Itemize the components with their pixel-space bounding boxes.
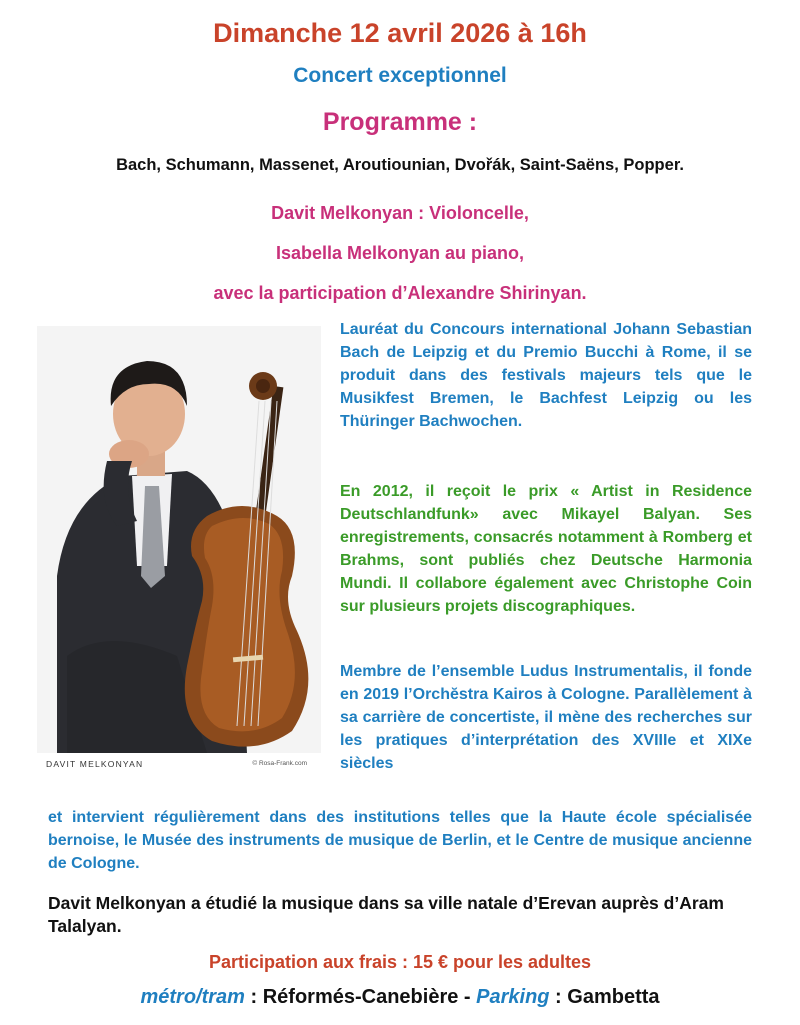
studies-paragraph: Davit Melkonyan a étudié la musique dans sa ville natale d’Erevan auprès d’Aram Talalyan. (48, 893, 724, 936)
programme-heading: Programme : (322, 108, 478, 136)
bio-paragraph-ensemble-end: et intervient régulièrement dans des institutions telles que la Haute école spécialisée bernoise, le Musée des instruments de musique de Berlin, et le Centre de musique ancienne de Cologne. (48, 809, 752, 872)
transport-info (0, 986, 800, 1009)
concert-subtitle: Concert exceptionnel (293, 64, 507, 87)
price-info: Participation aux frais : 15 € pour les adultes (208, 952, 592, 972)
artist-cellist: Davit Melkonyan : Violoncelle, (271, 203, 529, 223)
concert-date: Dimanche 12 avril 2026 à 16h (213, 18, 587, 48)
transport-station: Réformés-Canebière - (262, 986, 477, 1008)
transport-separator: : (244, 986, 263, 1008)
parking-label: Parking (476, 986, 550, 1008)
transport-label: métro/tram (140, 986, 245, 1008)
parking-place: Gambetta (567, 986, 660, 1008)
cellist-photo (37, 326, 321, 774)
composer-list: Bach, Schumann, Massenet, Aroutiounian, Dvořák, Saint-Saëns, Popper. (116, 156, 684, 174)
parking-separator: : (549, 986, 568, 1008)
artist-pianist: Isabella Melkonyan au piano, (275, 243, 525, 263)
artist-guest: avec la participation d’Alexandre Shirinyan. (213, 283, 587, 303)
photo-caption-name: DAVIT MELKONYAN (46, 759, 144, 769)
bio-paragraph-ensemble-start: Membre de l’ensemble Ludus Instrumentalis, il fonde en 2019 l’Orchĕstra Kairos à Cologne. Parallèlement à sa carrière de concertiste, il mène des recherches sur les pratiques d’interprétation des XVIIIe et XIXe siècles (340, 663, 752, 772)
cellist-illustration (37, 326, 321, 753)
photo-caption (37, 753, 321, 774)
photo-copyright: © Rosa-Frank.com (252, 760, 307, 767)
bio-paragraph-recordings: En 2012, il reçoit le prix « Artist in Residence Deutschlandfunk» avec Mikayel Balyan. Ses enregistrements, consacrés notamment à Romberg et Brahms, sont publiés chez Deutsche Harmonia Mundi. Il collabore également avec Christophe Coin sur plusieurs projets discographiques. (340, 483, 752, 615)
bio-paragraph-awards: Lauréat du Concours international Johann Sebastian Bach de Leipzig et du Premio Bucchi à Rome, il se produit dans des festivals majeurs tels que le Musikfest Bremen, le Bachfest Leipzig ou les Thüringer Bachwochen. (340, 321, 752, 430)
